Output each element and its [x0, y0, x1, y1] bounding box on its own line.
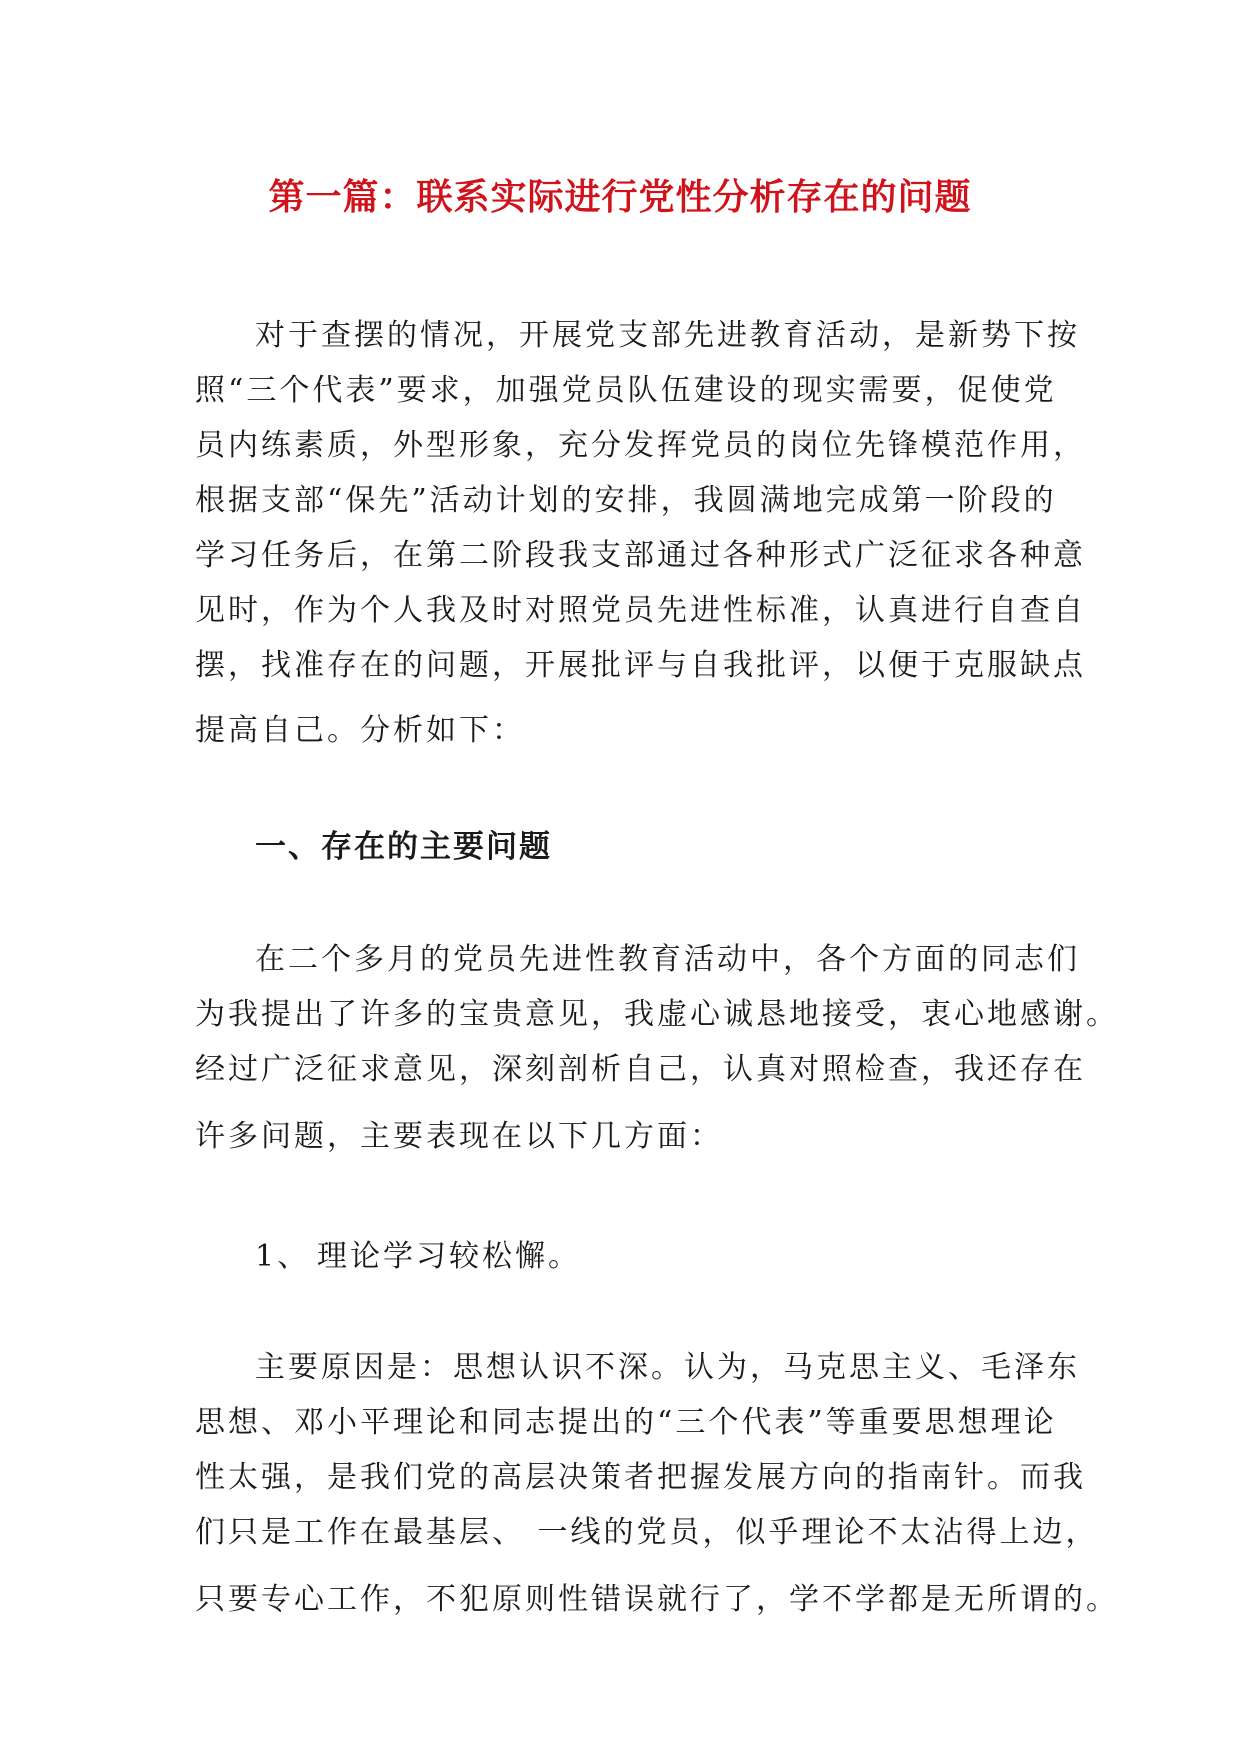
paragraph-line: 为我提出了许多的宝贵意见，我虚心诚恳地接受，衷心地感谢。	[195, 997, 1119, 1032]
paragraph-line: 许多问题，主要表现在以下几方面：	[195, 1119, 723, 1154]
paragraph-line: 根据支部“保先”活动计划的安排，我圆满地完成第一阶段的	[195, 483, 1057, 518]
paragraph-line: 学习任务后，在第二阶段我支部通过各种形式广泛征求各种意	[195, 538, 1086, 573]
paragraph-line: 对于查摆的情况，开展党支部先进教育活动，是新势下按	[255, 318, 1080, 353]
paragraph-line: 见时，作为个人我及时对照党员先进性标准，认真进行自查自	[195, 593, 1086, 628]
list-item-number: 1、	[255, 1239, 311, 1274]
paragraph-line: 只要专心工作，不犯原则性错误就行了，学不学都是无所谓的。	[195, 1582, 1119, 1617]
paragraph-line: 员内练素质，外型形象，充分发挥党员的岗位先锋模范作用，	[195, 428, 1086, 463]
section-heading: 一、存在的主要问题	[255, 829, 552, 865]
paragraph-problems	[195, 932, 1119, 1164]
paragraph-line: 照“三个代表”要求，加强党员队伍建设的现实需要，促使党	[195, 373, 1057, 408]
paragraph-line: 摆，找准存在的问题，开展批评与自我批评，以便于克服缺点	[195, 648, 1086, 683]
paragraph-line: 们只是工作在最基层、 一线的党员，似乎理论不太沾得上边，	[195, 1515, 1099, 1550]
paragraph-line: 经过广泛征求意见，深刻剖析自己，认真对照检查，我还存在	[195, 1052, 1086, 1087]
paragraph-line: 主要原因是：思想认识不深。认为，马克思主义、毛泽东	[255, 1350, 1080, 1385]
paragraph-reasons	[195, 1340, 1119, 1627]
list-item	[255, 1232, 581, 1282]
list-item-text: 理论学习较松懈。	[317, 1239, 581, 1274]
paragraph-intro	[195, 308, 1086, 758]
paragraph-line: 提高自己。分析如下：	[195, 713, 525, 748]
paragraph-line: 性太强，是我们党的高层决策者把握发展方向的指南针。而我	[195, 1460, 1086, 1495]
paragraph-line: 在二个多月的党员先进性教育活动中，各个方面的同志们	[255, 942, 1080, 977]
paragraph-line: 思想、邓小平理论和同志提出的“三个代表”等重要思想理论	[195, 1405, 1057, 1440]
document-title: 第一篇：联系实际进行党性分析存在的问题	[268, 176, 972, 218]
